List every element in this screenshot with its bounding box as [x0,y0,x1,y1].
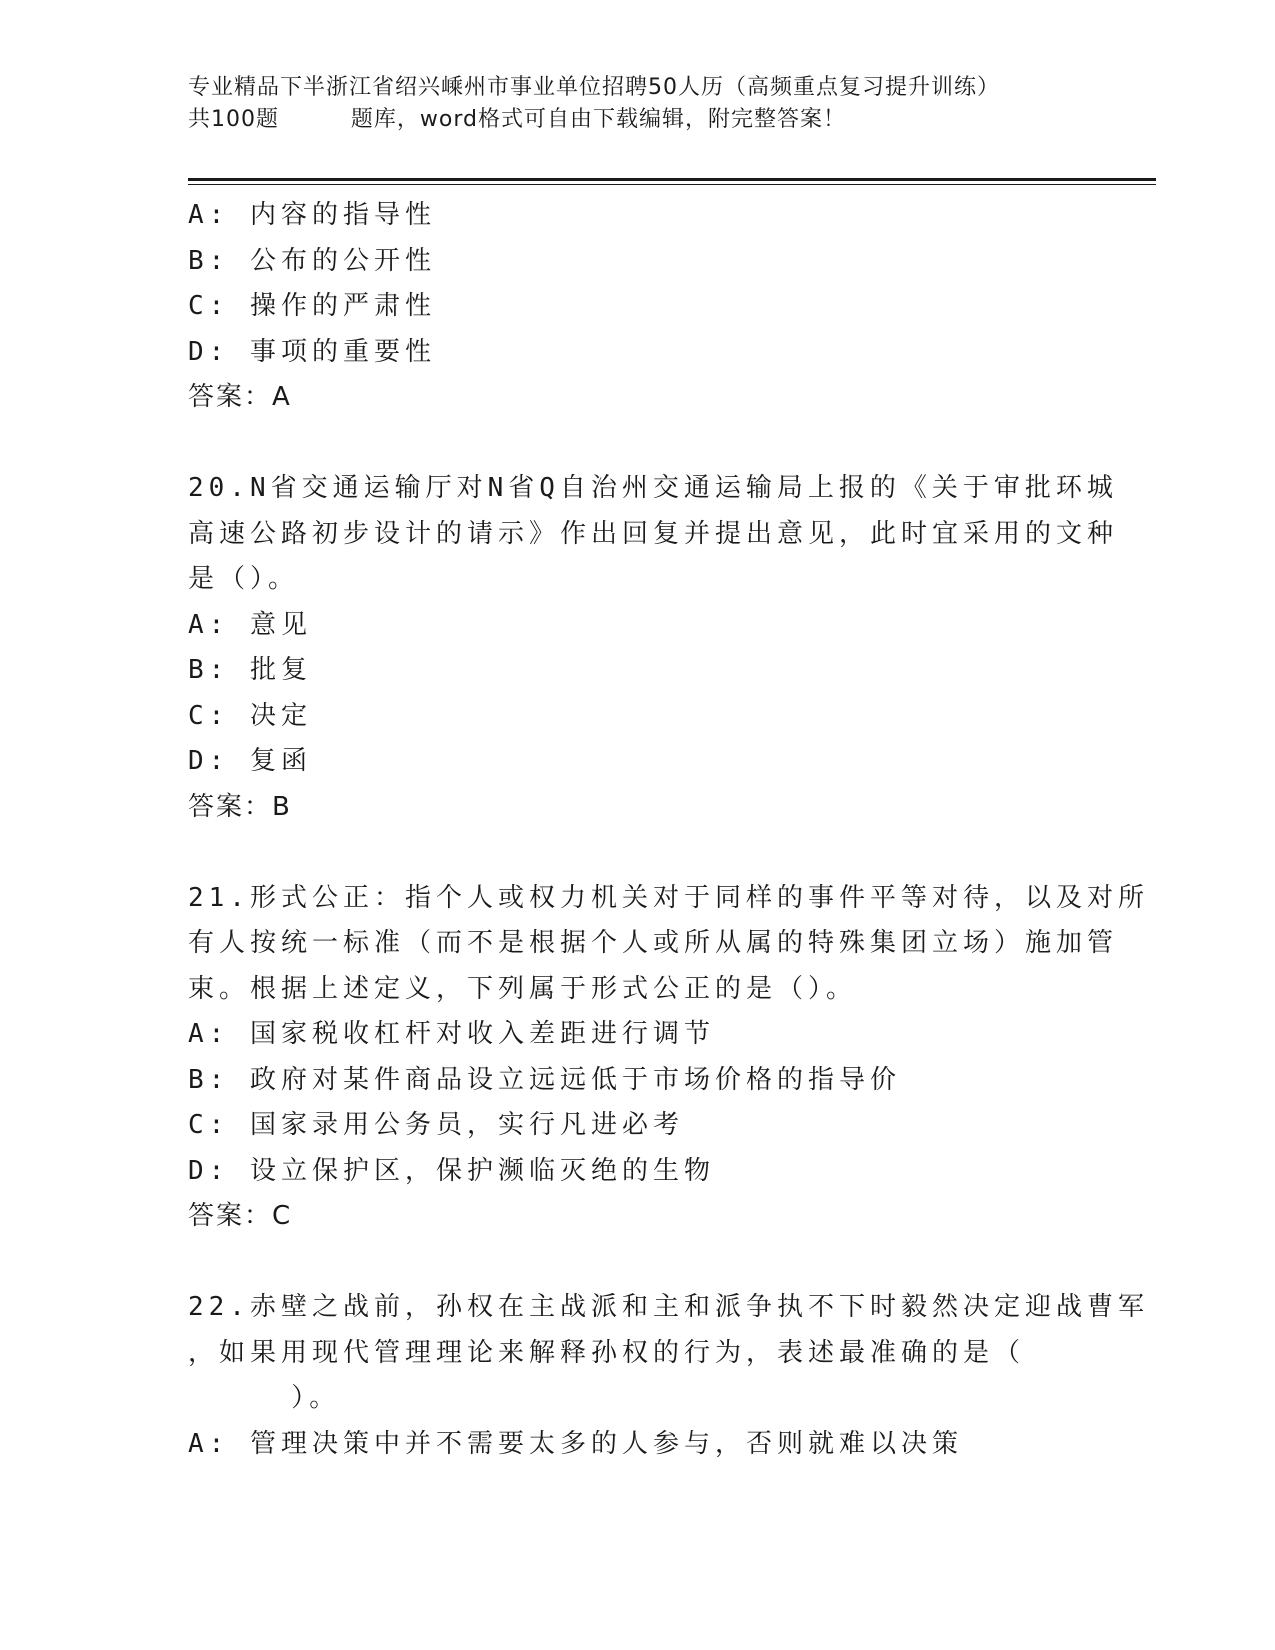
question-22 [188,1285,1149,1467]
question-stem-line: 有人按统一标准（而不是根据个人或所从属的特殊集团立场）施加管 [188,928,1119,958]
answer-line: 答案：C [188,1201,293,1231]
question-stem-line: ）。 [188,1383,341,1413]
answer-line: 答案：B [188,791,292,822]
option-b: B: 公布的公开性 [188,245,436,276]
question-stem-line: 22.赤壁之战前，孙权在主战派和主和派争执不下时毅然决定迎战曹军 [188,1292,1149,1322]
question-stem-line: ，如果用现代管理理论来解释孙权的行为，表述最准确的是（ [188,1337,1026,1368]
question-19 [188,193,1088,421]
option-b: B: 批复 [188,655,312,685]
option-a: A: 内容的指导性 [188,200,436,230]
question-stem-line: 束。根据上述定义，下列属于形式公正的是（）。 [188,973,858,1004]
document-header [188,72,1088,136]
question-stem-line: 是（）。 [188,564,300,594]
option-c: C: 决定 [188,700,312,731]
header-rule-thick [188,178,1156,181]
option-d: D: 设立保护区，保护濒临灭绝的生物 [188,1155,715,1186]
option-c: C: 操作的严肃性 [188,291,436,321]
question-list [188,193,1149,1467]
header-title-line-1: 专业精品下半浙江省绍兴嵊州市事业单位招聘50人历（高频重点复习提升训练） [188,75,1000,100]
header-title-line-2: 共100题 题库，word格式可自由下载编辑，附完整答案！ [188,107,847,132]
option-c: C: 国家录用公务员，实行凡进必考 [188,1110,684,1140]
option-d: D: 事项的重要性 [188,336,436,367]
header-rule-thin [188,184,1156,185]
question-spacer [188,421,1088,467]
answer-line: 答案：A [188,382,292,412]
option-a: A: 国家税收杠杆对收入差距进行调节 [188,1019,715,1049]
option-b: B: 政府对某件商品设立远远低于市场价格的指导价 [188,1064,901,1095]
question-stem-line: 20.N省交通运输厅对N省Q自治州交通运输局上报的《关于审批环城 [188,473,1118,503]
question-stem-line: 21.形式公正：指个人或权力机关对于同样的事件平等对待，以及对所 [188,882,1149,913]
option-a: A: 管理决策中并不需要太多的人参与，否则就难以决策 [188,1428,963,1459]
question-spacer [188,830,1088,876]
question-21 [188,876,1149,1240]
question-20 [188,466,1119,830]
option-d: D: 复函 [188,746,312,776]
question-spacer [188,1240,1088,1286]
option-a: A: 意见 [188,609,312,640]
question-stem-line: 高速公路初步设计的请示》作出回复并提出意见，此时宜采用的文种 [188,518,1119,549]
